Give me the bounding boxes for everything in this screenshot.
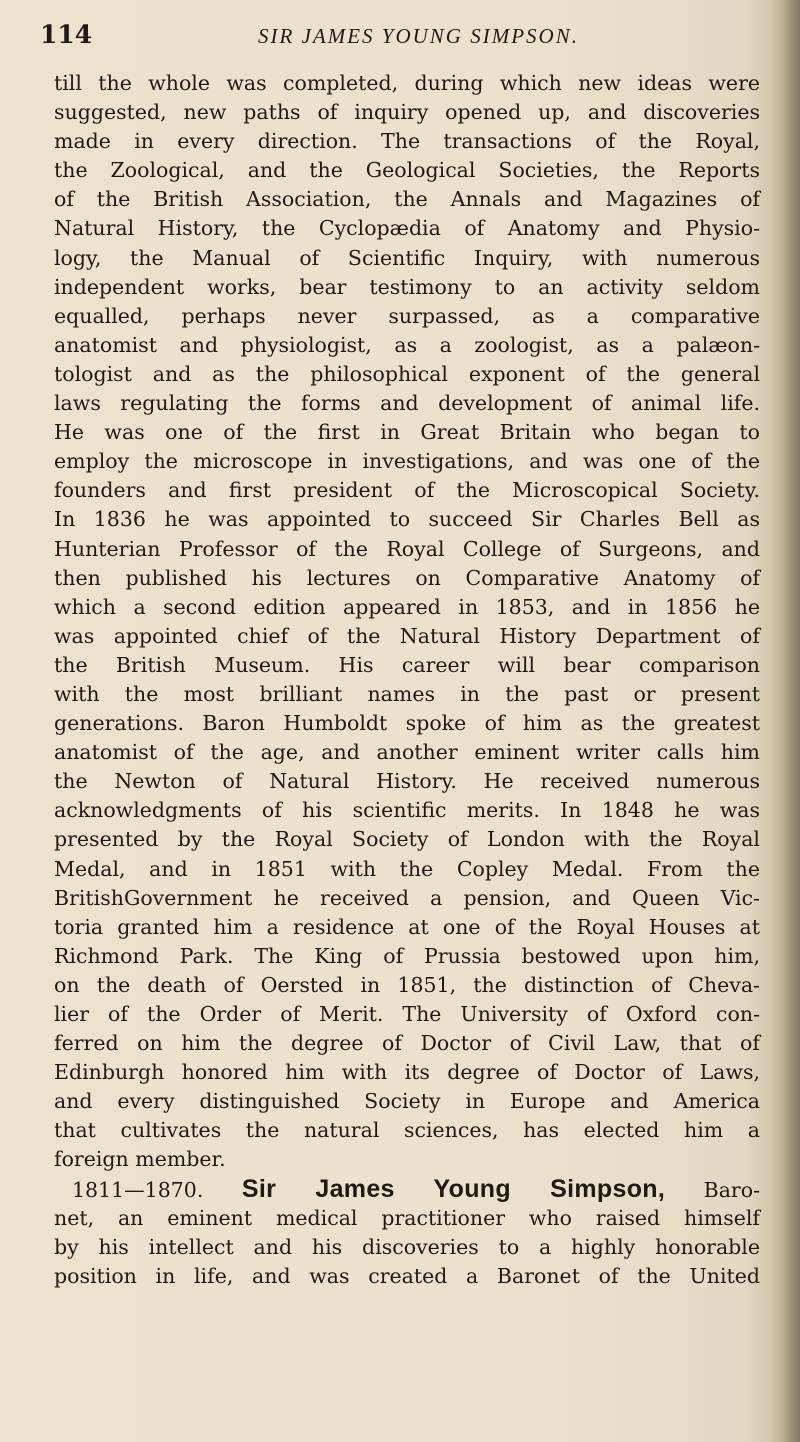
- text-line: suggested, new paths of inquiry opened up, and discoveries: [54, 100, 760, 125]
- text-line: on the death of Oersted in 1851, the distinction of Cheva-: [54, 972, 760, 997]
- text-line: of the British Association, the Annals and Magazines of: [54, 187, 760, 212]
- text-line: the British Museum. His career will bear comparison: [54, 652, 760, 677]
- text-line: Natural History, the Cyclopædia of Anatomy and Physio-: [54, 216, 760, 241]
- entry-name: Sir James Young Simpson,: [241, 1174, 666, 1203]
- page-number: 114: [40, 20, 93, 49]
- text-line: founders and first president of the Microscopical Society.: [54, 478, 760, 503]
- text-line: He was one of the first in Great Britain who began to: [54, 420, 760, 445]
- paragraph-owen-biography: [54, 69, 760, 1175]
- text-line: employ the microscope in investigations, and was one of the: [54, 449, 760, 474]
- text-line: the Newton of Natural History. He received numerous: [54, 769, 760, 794]
- text-line: then published his lectures on Comparative Anatomy of: [54, 565, 760, 590]
- text-line: anatomist of the age, and another eminent writer calls him: [54, 740, 760, 765]
- text-line: foreign member.: [54, 1147, 226, 1172]
- body-text: [54, 69, 760, 1291]
- text-line: generations. Baron Humboldt spoke of him as the greatest: [54, 711, 760, 736]
- text-line: net, an eminent medical practitioner who raised himself: [54, 1205, 760, 1230]
- entry-dates: 1811—1870.: [72, 1177, 204, 1202]
- entry-heading-line: [54, 1175, 760, 1204]
- text-line: equalled, perhaps never surpassed, as a comparative: [54, 303, 760, 328]
- text-line: Hunterian Professor of the Royal College of Surgeons, and: [54, 536, 760, 561]
- text-line: logy, the Manual of Scientific Inquiry, with numerous: [54, 245, 760, 270]
- text-line: acknowledgments of his scientific merits. In 1848 he was: [54, 798, 760, 823]
- page-edge-shadow: [772, 0, 800, 1442]
- text-line: the Zoological, and the Geological Societies, the Reports: [54, 158, 760, 183]
- text-line: by his intellect and his discoveries to a highly honorable: [54, 1234, 760, 1259]
- text-line: Edinburgh honored him with its degree of Doctor of Laws,: [54, 1060, 760, 1085]
- entry-first-line-rest: Baro-: [703, 1177, 760, 1202]
- text-line: which a second edition appeared in 1853, and in 1856 he: [54, 594, 760, 619]
- text-line: and every distinguished Society in Europe and America: [54, 1089, 760, 1114]
- text-line: till the whole was completed, during which new ideas were: [54, 71, 760, 95]
- text-line: laws regulating the forms and development of animal life.: [54, 391, 760, 416]
- entry-body: [54, 1204, 760, 1291]
- text-line: was appointed chief of the Natural History Department of: [54, 623, 760, 648]
- entry-simpson: [54, 1175, 760, 1291]
- text-line: anatomist and physiologist, as a zoologist, as a palæon-: [54, 332, 760, 357]
- text-line: with the most brilliant names in the past or present: [54, 681, 760, 706]
- text-line: Medal, and in 1851 with the Copley Medal. From the: [54, 856, 760, 881]
- text-line: position in life, and was created a Baronet of the United: [54, 1263, 760, 1288]
- text-line: independent works, bear testimony to an activity seldom: [54, 274, 760, 299]
- running-head: SIR JAMES YOUNG SIMPSON.: [258, 24, 579, 48]
- text-line: ferred on him the degree of Doctor of Civil Law, that of: [54, 1031, 760, 1056]
- page-header: [40, 20, 760, 56]
- text-line: toria granted him a residence at one of the Royal Houses at: [54, 914, 760, 939]
- text-line: lier of the Order of Merit. The University of Oxford con-: [54, 1002, 760, 1026]
- text-line: made in every direction. The transactions of the Royal,: [54, 129, 760, 154]
- text-line: BritishGovernment he received a pension, and Queen Vic-: [54, 885, 760, 910]
- text-line: presented by the Royal Society of London with the Royal: [54, 827, 760, 852]
- text-line: Richmond Park. The King of Prussia bestowed upon him,: [54, 943, 760, 968]
- text-line: that cultivates the natural sciences, has elected him a: [54, 1118, 760, 1143]
- text-line: tologist and as the philosophical exponent of the general: [54, 361, 760, 386]
- text-line: In 1836 he was appointed to succeed Sir Charles Bell as: [54, 507, 760, 532]
